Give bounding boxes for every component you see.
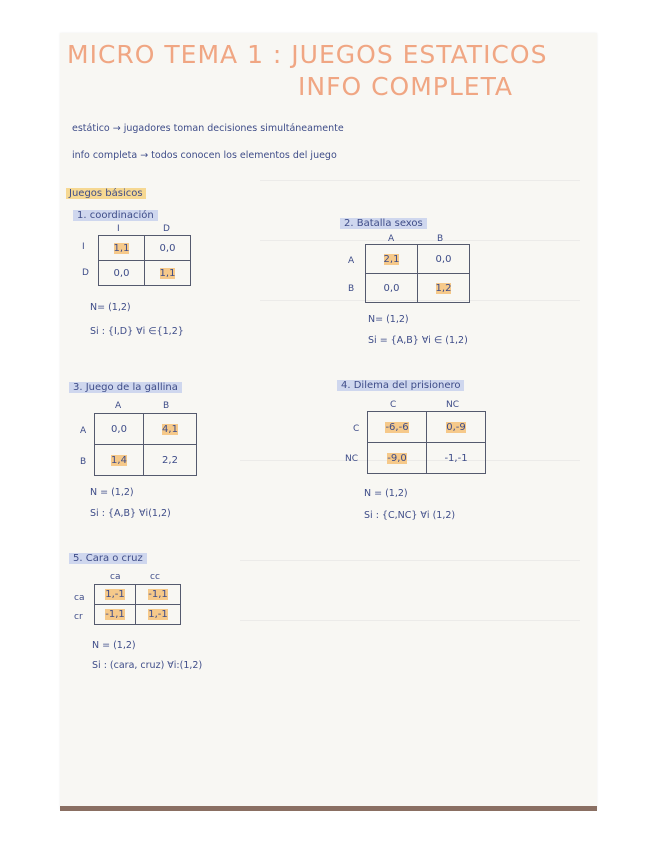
game-4-players: N = (1,2)	[364, 488, 408, 499]
game-2-players: N= (1,2)	[368, 314, 409, 325]
game-5-players: N = (1,2)	[92, 640, 136, 651]
game-4-col-label: NC	[446, 400, 460, 410]
game-2-col-label: A	[388, 234, 395, 244]
payoff-cell	[427, 412, 486, 443]
game-5-row-label: cr	[74, 612, 83, 622]
payoff-value: 1,2	[435, 282, 452, 294]
game-1-col-label: D	[163, 224, 170, 234]
game-5-col-label: cc	[150, 572, 160, 582]
payoff-value: 4,1	[162, 423, 178, 435]
payoff-value: 2,1	[383, 253, 400, 265]
payoff-cell	[144, 445, 197, 476]
game-1-col-label: I	[117, 224, 120, 234]
pencil-line	[240, 620, 580, 621]
payoff-cell	[366, 274, 418, 303]
payoff-cell	[136, 605, 181, 625]
payoff-value: -1,1	[148, 589, 168, 600]
payoff-cell	[145, 236, 191, 261]
payoff-value: 0,0	[113, 267, 130, 279]
payoff-value: 1,-1	[105, 589, 125, 600]
payoff-cell	[144, 414, 197, 445]
game-1-row-label: D	[82, 268, 89, 278]
game-3-row-label: B	[80, 457, 87, 467]
pencil-line	[260, 240, 580, 241]
payoff-value: 1,-1	[148, 609, 168, 620]
payoff-value: 0,0	[159, 242, 176, 254]
payoff-cell	[99, 261, 145, 286]
game-2-strategies: Si = {A,B} ∀i ∈ (1,2)	[368, 335, 468, 346]
game-3-col-label: B	[163, 401, 170, 411]
game-2-payoff-matrix	[365, 244, 470, 303]
game-5-heading: 5. Cara o cruz	[69, 553, 147, 564]
payoff-cell	[145, 261, 191, 286]
payoff-cell	[136, 585, 181, 605]
payoff-cell	[95, 414, 144, 445]
game-3-players: N = (1,2)	[90, 487, 134, 498]
payoff-cell	[95, 585, 136, 605]
game-3-payoff-matrix	[94, 413, 197, 476]
payoff-value: -9,0	[387, 452, 407, 464]
payoff-value: 0,0	[383, 282, 400, 294]
game-5-col-label: ca	[110, 572, 121, 582]
game-1-payoff-matrix	[98, 235, 191, 286]
page-title-line-2: INFO COMPLETA	[298, 72, 514, 101]
game-3-heading: 3. Juego de la gallina	[69, 382, 182, 393]
game-2-row-label: B	[348, 284, 355, 294]
pencil-line	[240, 560, 580, 561]
payoff-cell	[95, 605, 136, 625]
game-1-heading: 1. coordinación	[73, 210, 158, 221]
payoff-value: 1,4	[111, 454, 127, 466]
payoff-cell	[427, 443, 486, 474]
payoff-cell	[99, 236, 145, 261]
game-3-strategies: Si : {A,B} ∀i(1,2)	[90, 508, 171, 519]
payoff-value: 0,-9	[446, 421, 466, 433]
payoff-value: 2,2	[162, 454, 178, 466]
payoff-value: 1,1	[113, 242, 130, 254]
payoff-value: 0,0	[435, 253, 452, 265]
page-title-line-1: MICRO TEMA 1 : JUEGOS ESTATICOS	[67, 40, 548, 69]
pencil-line	[260, 180, 580, 181]
payoff-cell	[368, 443, 427, 474]
game-4-col-label: C	[390, 400, 397, 410]
payoff-value: -1,1	[105, 609, 125, 620]
intro-line-2: info completa → todos conocen los elementos del juego	[72, 150, 337, 161]
section-heading: Juegos básicos	[66, 188, 146, 199]
payoff-value: 0,0	[111, 423, 127, 435]
payoff-cell	[366, 245, 418, 274]
payoff-cell	[418, 274, 470, 303]
game-5-row-label: ca	[74, 593, 85, 603]
game-3-row-label: A	[80, 426, 87, 436]
game-4-payoff-matrix	[367, 411, 486, 474]
game-2-heading: 2. Batalla sexos	[340, 218, 427, 229]
game-4-row-label: C	[353, 424, 360, 434]
intro-line-1: estático → jugadores toman decisiones simultáneamente	[72, 123, 344, 134]
game-2-col-label: B	[437, 234, 444, 244]
game-5-payoff-matrix	[94, 584, 181, 625]
game-2-row-label: A	[348, 256, 355, 266]
game-5-strategies: Si : (cara, cruz) ∀i:(1,2)	[92, 660, 203, 671]
game-4-heading: 4. Dilema del prisionero	[337, 380, 464, 391]
game-4-strategies: Si : {C,NC} ∀i (1,2)	[364, 510, 456, 521]
game-4-row-label: NC	[345, 454, 359, 464]
payoff-cell	[418, 245, 470, 274]
page-bottom-edge	[60, 806, 597, 811]
payoff-cell	[95, 445, 144, 476]
payoff-value: -6,-6	[385, 421, 409, 433]
game-3-col-label: A	[115, 401, 122, 411]
game-1-strategies: Si : {I,D} ∀i ∈{1,2}	[90, 326, 184, 337]
payoff-value: -1,-1	[444, 452, 468, 464]
payoff-value: 1,1	[159, 267, 176, 279]
payoff-cell	[368, 412, 427, 443]
game-1-players: N= (1,2)	[90, 302, 131, 313]
game-1-row-label: I	[82, 242, 85, 252]
